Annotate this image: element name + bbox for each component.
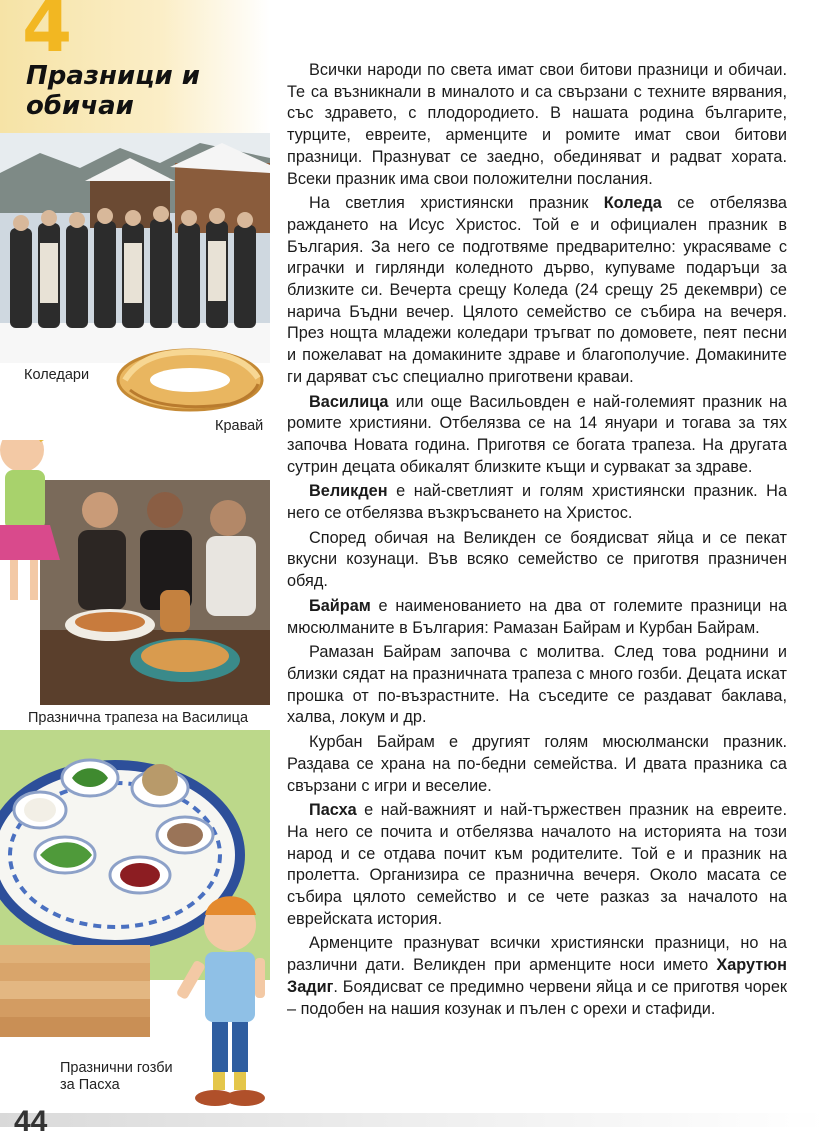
page-number: 44 bbox=[14, 1105, 48, 1138]
paragraph-bayram bbox=[287, 596, 787, 639]
velikden-text: е най-светлият и голям християнски празник. На него се отбелязва възкръсването на Христос. bbox=[287, 482, 787, 523]
vasilica-text: или още Васильовден е най-големият празник на ромите християни. Отбелязва се на 14 януари и тогава за тях започва Новата година. Приготвя се богата трапеза. На другата сутрин децата обикалят близките къщи и сурвакат за здраве. bbox=[287, 392, 787, 476]
body-text bbox=[287, 60, 787, 1023]
kravai-photo bbox=[110, 340, 270, 420]
koledari-illustration bbox=[0, 133, 270, 363]
caption-pasha bbox=[60, 1060, 173, 1095]
term-bayram: Байрам bbox=[309, 596, 371, 615]
caption-pasha-line1: Празнични гозби bbox=[60, 1060, 173, 1076]
vasilica-illustration bbox=[0, 440, 270, 705]
koleda-lead: На светлия християнски празник bbox=[309, 194, 604, 213]
paragraph-vasilica bbox=[287, 392, 787, 479]
paragraph-intro: Всички народи по света имат свои битови празници и обичаи. Те са възникнали в миналото и са свързани с техните вярвания, със здравето, с плодородието. В нашата родина българите, турците, евреите, арменците и ромите имат свои битови празници. Празнуват се заедно, обединяват и радват хората. Всеки празник има свои положителни послания. bbox=[287, 61, 787, 188]
paragraph-armenians bbox=[287, 933, 787, 1020]
term-koleda: Коледа bbox=[603, 194, 662, 213]
armenians-text: . Боядисват се предимно червени яйца и се приготвя чорек – подобен на нашия козунак и пълен с орехи и стафиди. bbox=[287, 977, 787, 1018]
armenians-lead: Арменците празнуват всички християнски празници, но на различни дати. Великден при арменците носи името bbox=[287, 934, 787, 975]
kravai-illustration bbox=[110, 340, 270, 420]
koledari-photo bbox=[0, 133, 270, 363]
term-harutyun-zadig: Харутюн Задиг bbox=[287, 956, 787, 996]
paragraph-ramazan: Рамазан Байрам започва с молитва. След това роднини и близки сядат на празничната трапеза с много гозби. Децата искат прошка от по-възрастните. На съседите се раздават баклава, халва, локум и др. bbox=[287, 643, 787, 727]
caption-kravai: Кравай bbox=[215, 418, 264, 434]
footer-band bbox=[0, 1113, 826, 1127]
term-pasha: Пасха bbox=[309, 801, 357, 820]
caption-koledari: Коледари bbox=[24, 367, 90, 383]
paragraph-koleda bbox=[287, 193, 787, 388]
lesson-title bbox=[26, 62, 216, 122]
koleda-text: се отбелязва раждането на Исус Христос. Той е и официален празник в България. За него се подготвяме предварително: украсяваме с играчки и гирлянди коледното дърво, купуваме подаръци за близките си. Вечерта срещу Коледа (24 срещу 25 декември) се нарича Бъдни вечер. Цялото семейство се събира на вечеря. През нощта младежи коледари тръгват по домовете, пеят песни и пожелават на домакините здраве и благополучие. Домакините ги даряват със специално приготвени краваи. bbox=[287, 194, 787, 386]
bayram-text: е наименованието на два от големите празници на мюсюлманите в България: Рамазан Байрам и Курбан Байрам. bbox=[287, 596, 787, 637]
pasha-text: е най-важният и най-тържествен празник на евреите. На него се почита и отбелязва началото на историята на този народ и се отдава почит към родителите. Той е и празник на пролетта. Организира се празнична вечеря. Около масата се събира цялото семейство и се чете разказ за началото на еврейската история. bbox=[287, 801, 787, 928]
caption-vasilica: Празнична трапеза на Василица bbox=[28, 710, 249, 726]
paragraph-kurban: Курбан Байрам е другият голям мюсюлмански празник. Раздава се храна на по-бедни семейства. И двата празника са свързани с игри и веселие. bbox=[287, 733, 787, 795]
lesson-title-text: Празници и обичаи bbox=[26, 61, 200, 121]
term-vasilica: Василица bbox=[309, 392, 389, 411]
paragraph-pasha bbox=[287, 800, 787, 930]
paragraph-velikden bbox=[287, 481, 787, 524]
vasilica-photo bbox=[0, 440, 270, 705]
term-velikden: Великден bbox=[309, 482, 388, 501]
caption-pasha-line2: за Пасха bbox=[60, 1077, 120, 1094]
paragraph-velikden-custom: Според обичая на Великден се боядисват яйца и се пекат вкусни козунаци. Във всяко семейство се приготвя празничен обяд. bbox=[287, 528, 787, 591]
lesson-number: 4 bbox=[22, 0, 73, 68]
